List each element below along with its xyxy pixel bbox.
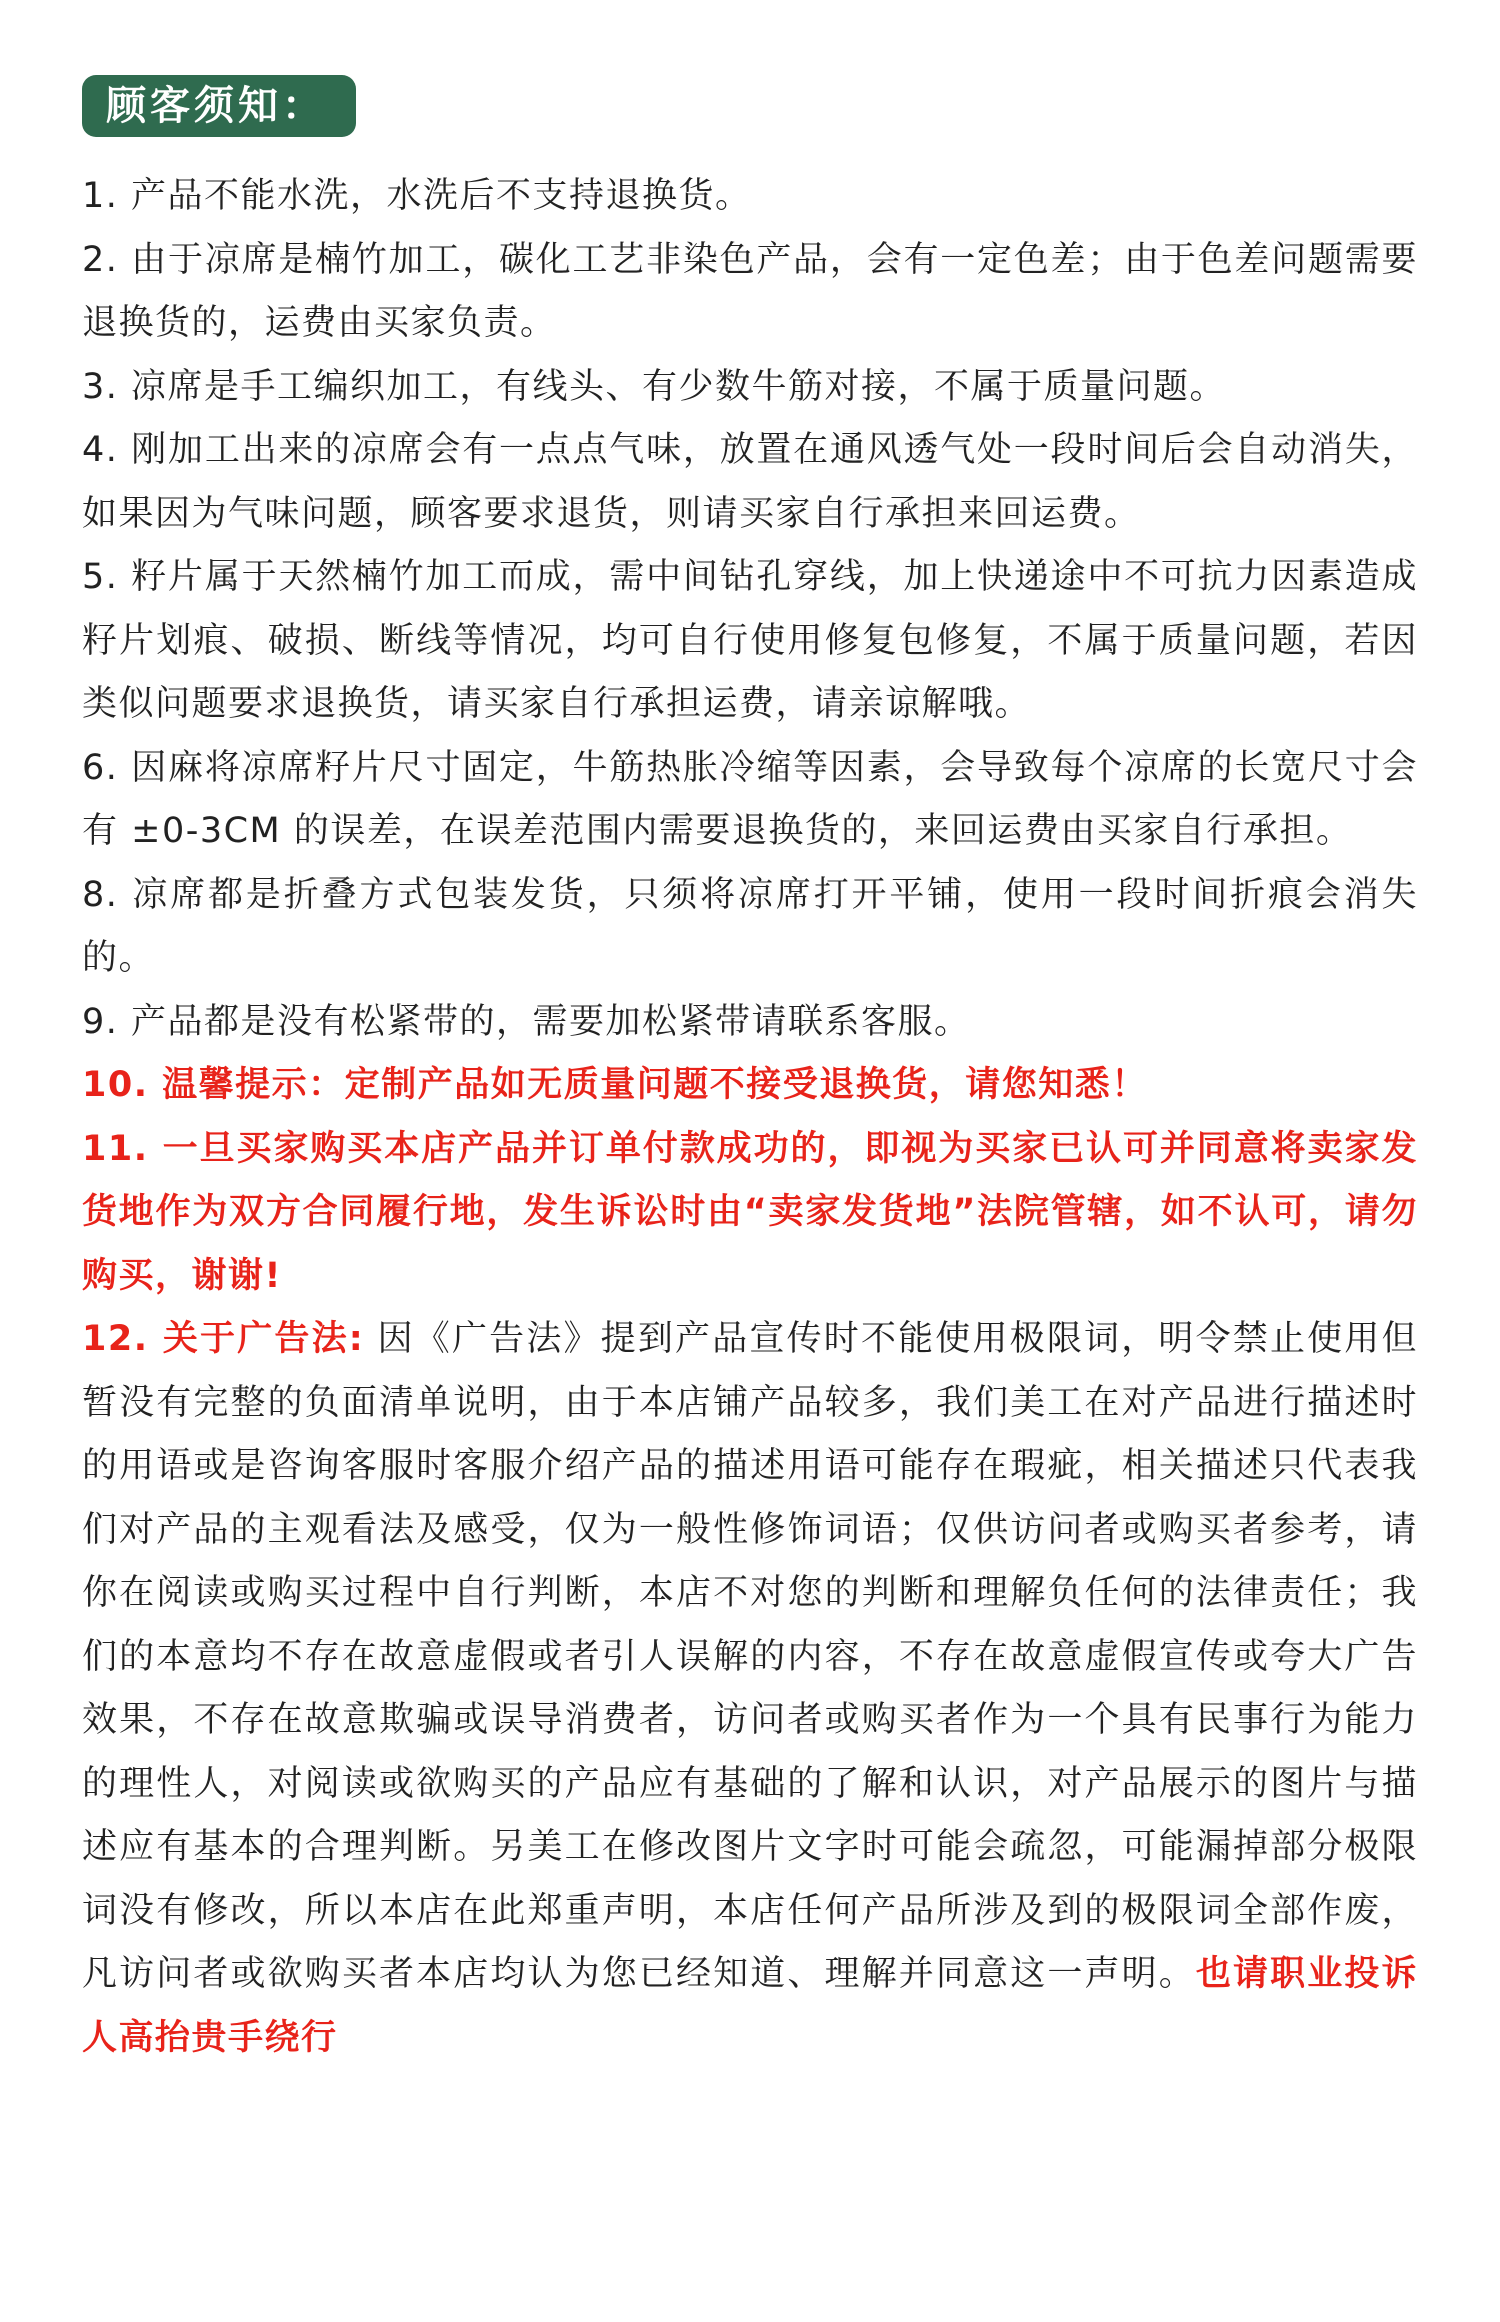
notice-title: 顾客须知：: [106, 83, 326, 129]
notice-item-5: 5. 籽片属于天然楠竹加工而成，需中间钻孔穿线，加上快递途中不可抗力因素造成籽片划痕、破损、断线等情况，均可自行使用修复包修复，不属于质量问题，若因类似问题要求退换货，请买家自行承担运费，请亲谅解哦。: [82, 557, 1418, 724]
ad-law-body: 因《广告法》提到产品宣传时不能使用极限词，明令禁止使用但暂没有完整的负面清单说明，由于本店铺产品较多，我们美工在对产品进行描述时的用语或是咨询客服时客服介绍产品的描述用语可能存在瑕疵，相关描述只代表我们对产品的主观看法及感受，仅为一般性修饰词语；仅供访问者或购买者参考，请你在阅读或购买过程中自行判断，本店不对您的判断和理解负任何的法律责任；我们的本意均不存在故意虚假或者引人误解的内容，不存在故意虚假宣传或夸大广告效果，不存在故意欺骗或误导消费者，访问者或购买者作为一个具有民事行为能力的理性人，对阅读或欲购买的产品应有基础的了解和认识，对产品展示的图片与描述应有基本的合理判断。另美工在修改图片文字时可能会疏忽，可能漏掉部分极限词没有修改，所以本店在此郑重声明，本店任何产品所涉及到的极限词全部作废，凡访问者或欲购买者本店均认为您已经知道、理解并同意这一声明。: [82, 1319, 1418, 1994]
ad-law-tail: 也请职业投诉人高抬贵手绕行: [82, 1954, 1418, 2058]
notice-item-4: 4. 刚加工出来的凉席会有一点点气味，放置在通风透气处一段时间后会自动消失，如果因为气味问题，顾客要求退货，则请买家自行承担来回运费。: [82, 430, 1418, 534]
notice-item-6: 6. 因麻将凉席籽片尺寸固定，牛筋热胀冷缩等因素，会导致每个凉席的长宽尺寸会有 ±0-3CM 的误差，在误差范围内需要退换货的，来回运费由买家自行承担。: [82, 747, 1418, 851]
notice-item-9: 9. 产品都是没有松紧带的，需要加松紧带请联系客服。: [82, 1001, 971, 1042]
notice-item-10-warning: 10. 温馨提示：定制产品如无质量问题不接受退换货，请您知悉！: [82, 1065, 1148, 1105]
ad-law-label: 12. 关于广告法:: [82, 1319, 365, 1359]
notice-item-1: 1. 产品不能水洗，水洗后不支持退换货。: [82, 176, 752, 216]
notice-item-12-ad-law: [82, 1308, 1418, 2070]
notice-item-3: 3. 凉席是手工编织加工，有线头、有少数牛筋对接，不属于质量问题。: [82, 366, 1227, 407]
notice-list: [82, 165, 1418, 2070]
notice-item-2: 2. 由于凉席是楠竹加工，碳化工艺非染色产品，会有一定色差；由于色差问题需要退换货的，运费由买家负责。: [82, 239, 1418, 343]
notice-item-8: 8. 凉席都是折叠方式包装发货，只须将凉席打开平铺，使用一段时间折痕会消失的。: [82, 874, 1418, 978]
notice-title-badge: [82, 75, 356, 137]
notice-item-11-jurisdiction: 11. 一旦买家购买本店产品并订单付款成功的，即视为买家已认可并同意将卖家发货地作为双方合同履行地，发生诉讼时由“卖家发货地”法院管辖，如不认可，请勿购买，谢谢!: [82, 1128, 1418, 1296]
